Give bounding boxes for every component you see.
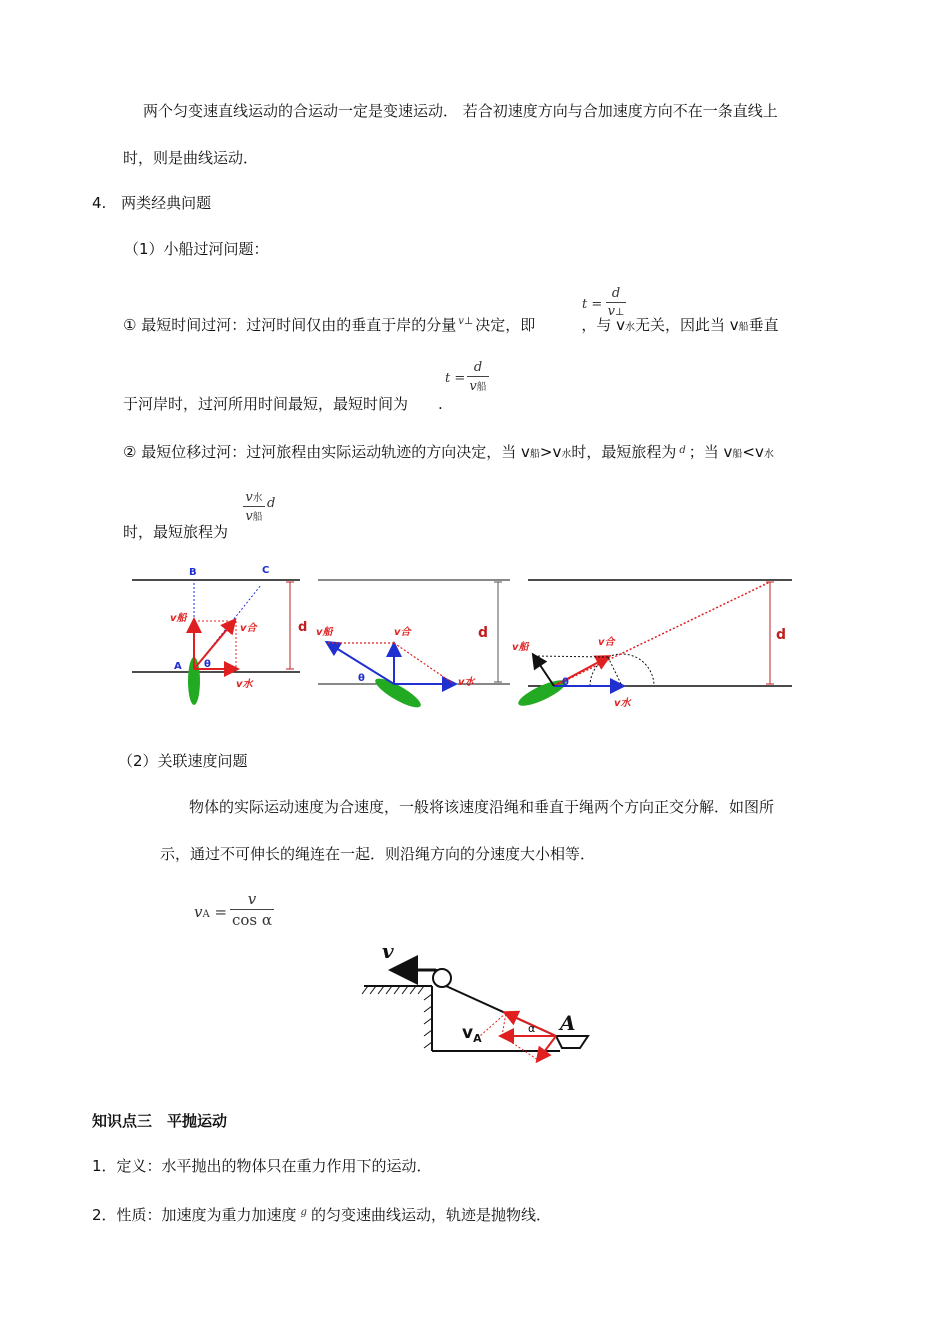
river-figure-3 [512,580,792,710]
para1-line2: 时，则是曲线运动． [123,149,259,167]
q2-line2: 示，通过不可伸长的绳连在一起．则沿绳方向的分速度大小相等． [160,845,596,863]
item1-text-b: 的垂直于岸的分量 [336,316,457,334]
item1-text-d: ，与 v [581,316,625,334]
rope-pulley-figure [360,938,600,1063]
item1-text-c: 决定，即 [475,316,536,334]
river-figure-1 [132,565,307,705]
river-figure-2 [316,580,510,712]
svg-text:d: d [776,627,787,643]
formula-vwater-vboat-d: $\frac{\text{v水}}{\text{v船}}$ d [243,489,275,524]
svg-text:vA: $v_A$ [462,1023,482,1045]
river-crossing-figures [126,563,806,713]
svg-text:θ: θ [562,677,569,688]
section-number: 4. [92,194,107,212]
item1-text-f: 垂直 [748,316,779,334]
boat-icon [372,674,424,712]
v-perp-symbol: v⊥ [458,316,474,327]
boat-icon [515,676,568,711]
svg-text:θ: θ [358,673,365,684]
formula-va-v-cos-alpha: vA = v cos α [194,890,273,929]
para1-line1: 两个匀变速直线运动的合运动一定是变速运动． 若合初速度方向与合加速度方向不在一条直线上 [143,102,778,120]
section-3-heading: 知识点三 平抛运动 [92,1112,228,1130]
svg-text:v船: v船 [170,613,187,624]
svg-text:v船: v船 [316,627,333,638]
svg-text:C: C [262,565,270,576]
svg-text:d: d [478,625,489,641]
formula-t-d-vboat: t = d v船 [445,360,489,394]
item1-text-e: 无关，因此当 v [634,316,739,334]
svg-text:v水: v水 [458,677,475,688]
svg-text:A: A [174,661,182,672]
svg-text:α: α [528,1022,536,1035]
svg-text:θ: θ [204,659,211,670]
definition-line: 1．定义：水平抛出的物体只在重力作用下的运动． [92,1157,432,1175]
svg-text:A: A [560,1011,576,1035]
item2-line1: ② 最短位移过河：过河旅程由实际运动轨迹的方向决定，当 v船>v水时，最短旅程为 $^d$ ；当 v船<v水 [123,443,774,461]
section-4-heading [92,193,211,213]
svg-text:d: d [298,620,308,635]
svg-text:B: B [189,567,197,578]
q2-title: （2）关联速度问题 [118,752,248,770]
formula-t-d-vperp: t = d v⊥ [582,286,625,319]
section-title: 两类经典问题 [121,194,212,212]
item1-line2: 于河岸时，过河所用时间最短，最短时间为 . [123,395,443,413]
svg-text:v合: v合 [598,637,615,648]
svg-text:v合: v合 [394,627,411,638]
item1-text-a: ① 最短时间过河：过河时间仅由 [123,316,337,334]
svg-text:v水: v水 [614,698,631,709]
svg-text:v船: v船 [512,642,529,653]
svg-text:v: v [382,939,394,963]
q1-title: （1）小船过河问题： [124,240,269,258]
property-line: 2．性质：加速度为重力加速度 $^g$ 的匀变速曲线运动，轨迹是抛物线． [92,1206,551,1224]
item1-line1: ① 最短时间过河：过河时间仅由的垂直于岸的分量 $^{v\perp}$ 决定，即 ，与 v水无关，因此当 v船垂直 [123,316,779,334]
svg-text:v合: v合 [240,623,257,634]
item2-line2: 时，最短旅程为 [123,523,229,541]
svg-text:v水: v水 [236,679,253,690]
q2-line1: 物体的实际运动速度为合速度，一般将该速度沿绳和垂直于绳两个方向正交分解．如图所 [189,798,775,816]
